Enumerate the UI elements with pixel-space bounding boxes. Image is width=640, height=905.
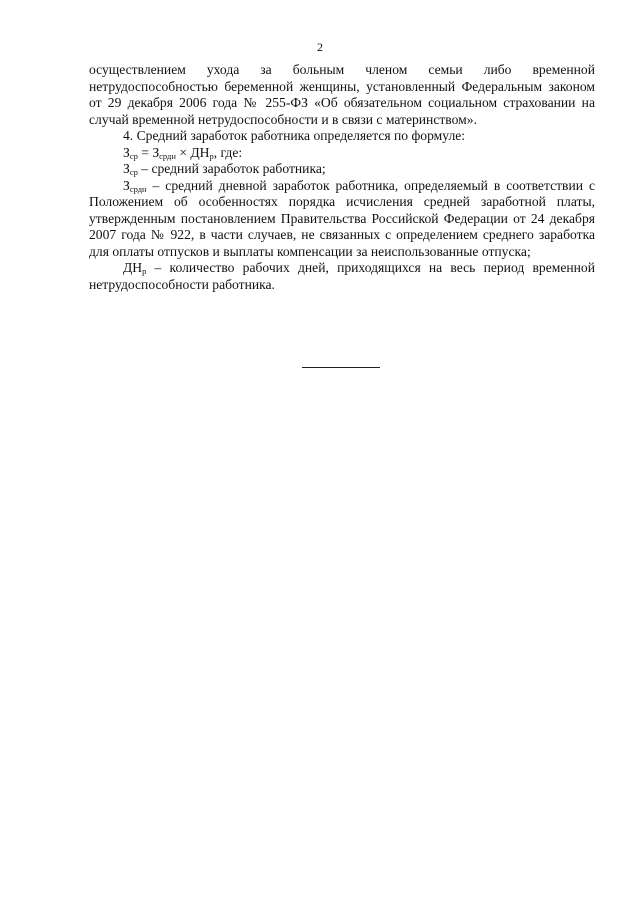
definition-dnr-base: ДН — [123, 260, 143, 275]
formula-rhs1-subscript: срдн — [159, 150, 176, 161]
formula-tail: , где: — [213, 144, 243, 160]
end-of-document-rule — [302, 367, 380, 368]
paragraph-item-4: 4. Средний заработок работника определяется по формуле: — [123, 128, 466, 143]
formula-lhs-base: З — [123, 144, 130, 160]
definition-zsrdn-base: З — [123, 177, 130, 193]
formula-line — [89, 145, 595, 162]
formula-equals: = — [137, 144, 153, 160]
definition-zsrdn-text: – средний дневной заработок работника, определяемый в соответствии с Положением об особенностях порядка исчисления средней заработной платы, утвержденным постановлением Правительства Российской Федерации от 24 декабря 2007 года № 922, в части случаев, не связанных с определением среднего заработка для оплаты отпусков и выплаты компенсации за неиспользованные отпуска; — [89, 177, 595, 259]
definition-dnr-subscript: р — [142, 266, 147, 276]
formula-times: × — [175, 144, 191, 160]
definition-zsr — [89, 161, 595, 178]
formula-rhs1-base: З — [152, 144, 160, 160]
definition-zsr-base: З — [123, 161, 130, 176]
page-number: 2 — [317, 40, 323, 54]
formula-rhs2-base: ДН — [190, 144, 210, 160]
definition-zsrdn — [89, 178, 595, 261]
definition-zsr-text: – средний заработок работника; — [137, 161, 326, 176]
definition-dnr-text: – количество рабочих дней, приходящихся на весь период временной нетрудоспособности работника. — [89, 260, 595, 292]
formula-lhs-subscript: ср — [129, 150, 138, 161]
formula-rhs2-subscript: р — [209, 150, 214, 161]
document-body — [89, 62, 595, 293]
definition-dnr — [89, 260, 595, 293]
definition-zsrdn-subscript: срдн — [129, 183, 147, 194]
paragraph-continuation: осуществлением ухода за больным членом семьи либо временной нетрудоспособностью беременной женщины, установленный Федеральным законом от 29 декабря 2006 года № 255-ФЗ «Об обязательном социальном страховании на случай временной нетрудоспособности и в связи с материнством». — [89, 62, 595, 127]
definition-zsr-subscript: ср — [129, 167, 138, 177]
